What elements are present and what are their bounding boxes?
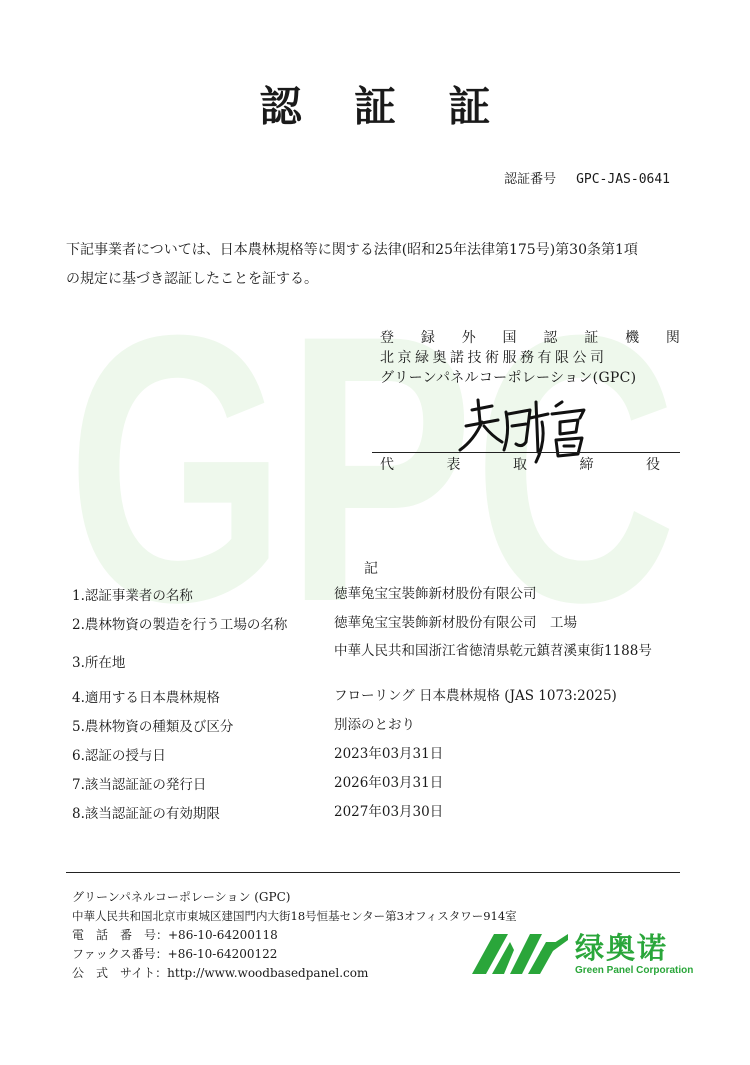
company-logo bbox=[470, 930, 694, 978]
issuer-type bbox=[380, 328, 680, 348]
certificate-number-label: 認証番号 bbox=[504, 172, 557, 187]
certification-statement bbox=[66, 236, 686, 294]
footer-company: グリーンパネルコーポレーション (GPC) bbox=[72, 890, 291, 904]
representative-char: 締 bbox=[579, 457, 594, 473]
item-label: 4.適用する日本農林規格 bbox=[72, 690, 220, 706]
issuer-type-char: 外 bbox=[461, 330, 476, 346]
representative-title bbox=[380, 454, 660, 474]
signature-line bbox=[372, 452, 680, 453]
issuer-type-char: 機 bbox=[625, 330, 640, 346]
item-value: 別添のとおり bbox=[334, 717, 415, 733]
item-value: 中華人民共和国浙江省徳清県乾元鎮苕溪東街1188号 bbox=[334, 643, 652, 659]
item-value: 徳華兔宝宝裝飾新材股份有限公司 bbox=[334, 586, 537, 602]
item-value: 徳華兔宝宝裝飾新材股份有限公司 工場 bbox=[334, 615, 577, 631]
certification-items bbox=[72, 584, 692, 831]
logo-subtitle: Green Panel Corporation bbox=[575, 965, 694, 976]
item-row bbox=[72, 641, 692, 686]
footer-phone: 電 話 番 号：+86-10-64200118 bbox=[72, 928, 278, 942]
item-row bbox=[72, 802, 692, 831]
item-label: 5.農林物資の種類及び区分 bbox=[72, 719, 234, 735]
issuer-block bbox=[380, 328, 680, 388]
certificate-number-value: GPC-JAS-0641 bbox=[576, 172, 670, 187]
footer-address: 中華人民共和国北京市東城区建国門内大街18号恒基センター第3オフィスタワー914室 bbox=[72, 909, 517, 923]
item-row bbox=[72, 773, 692, 802]
item-row bbox=[72, 686, 692, 715]
certificate-number bbox=[504, 168, 670, 187]
footer-contact bbox=[72, 888, 517, 983]
logo-name: 绿奥诺 bbox=[575, 931, 669, 965]
issuer-type-char: 関 bbox=[665, 330, 680, 346]
statement-line-2: の規定に基づき認証したことを証する。 bbox=[66, 271, 318, 287]
representative-char: 役 bbox=[646, 457, 660, 473]
footer-divider bbox=[66, 872, 680, 873]
item-label: 7.該当認証証の発行日 bbox=[72, 777, 207, 793]
item-label: 8.該当認証証の有効期限 bbox=[72, 806, 220, 822]
item-row bbox=[72, 613, 692, 641]
issuer-type-char: 録 bbox=[420, 330, 435, 346]
item-value: フローリング 日本農林規格 (JAS 1073:2025) bbox=[334, 688, 617, 704]
item-label: 1.認証事業者の名称 bbox=[72, 588, 193, 604]
item-value: 2023年03月31日 bbox=[334, 746, 444, 762]
footer-fax: ファックス番号：+86-10-64200122 bbox=[72, 947, 278, 961]
issuer-type-char: 国 bbox=[502, 330, 517, 346]
representative-char: 表 bbox=[446, 457, 461, 473]
issuer-type-char: 証 bbox=[584, 330, 599, 346]
item-label: 3.所在地 bbox=[72, 655, 126, 671]
footer-website: 公 式 サイト：http://www.woodbasedpanel.com bbox=[72, 966, 369, 980]
issuer-name-japanese: グリーンパネルコーポレーション(GPC) bbox=[380, 370, 637, 386]
item-label: 6.認証の授与日 bbox=[72, 748, 166, 764]
representative-char: 取 bbox=[513, 457, 527, 473]
page-title: 認 証 証 bbox=[259, 82, 510, 131]
issuer-type-char: 登 bbox=[380, 330, 394, 346]
item-row bbox=[72, 584, 692, 613]
item-value: 2027年03月30日 bbox=[334, 804, 444, 820]
statement-line-1: 下記事業者については、日本農林規格等に関する法律(昭和25年法律第175号)第30条第1項 bbox=[66, 242, 638, 258]
issuer-name-chinese: 北京緑奥諾技術服務有限公司 bbox=[380, 350, 608, 366]
item-row bbox=[72, 744, 692, 773]
item-row bbox=[72, 715, 692, 744]
item-label: 2.農林物資の製造を行う工場の名称 bbox=[72, 617, 288, 633]
item-value: 2026年03月31日 bbox=[334, 775, 444, 791]
representative-char: 代 bbox=[380, 457, 394, 473]
issuer-type-char: 認 bbox=[543, 330, 558, 346]
watermark-text: GPC bbox=[67, 300, 677, 620]
logo-mark-icon bbox=[470, 930, 570, 978]
section-heading-ki: 記 bbox=[364, 561, 378, 577]
